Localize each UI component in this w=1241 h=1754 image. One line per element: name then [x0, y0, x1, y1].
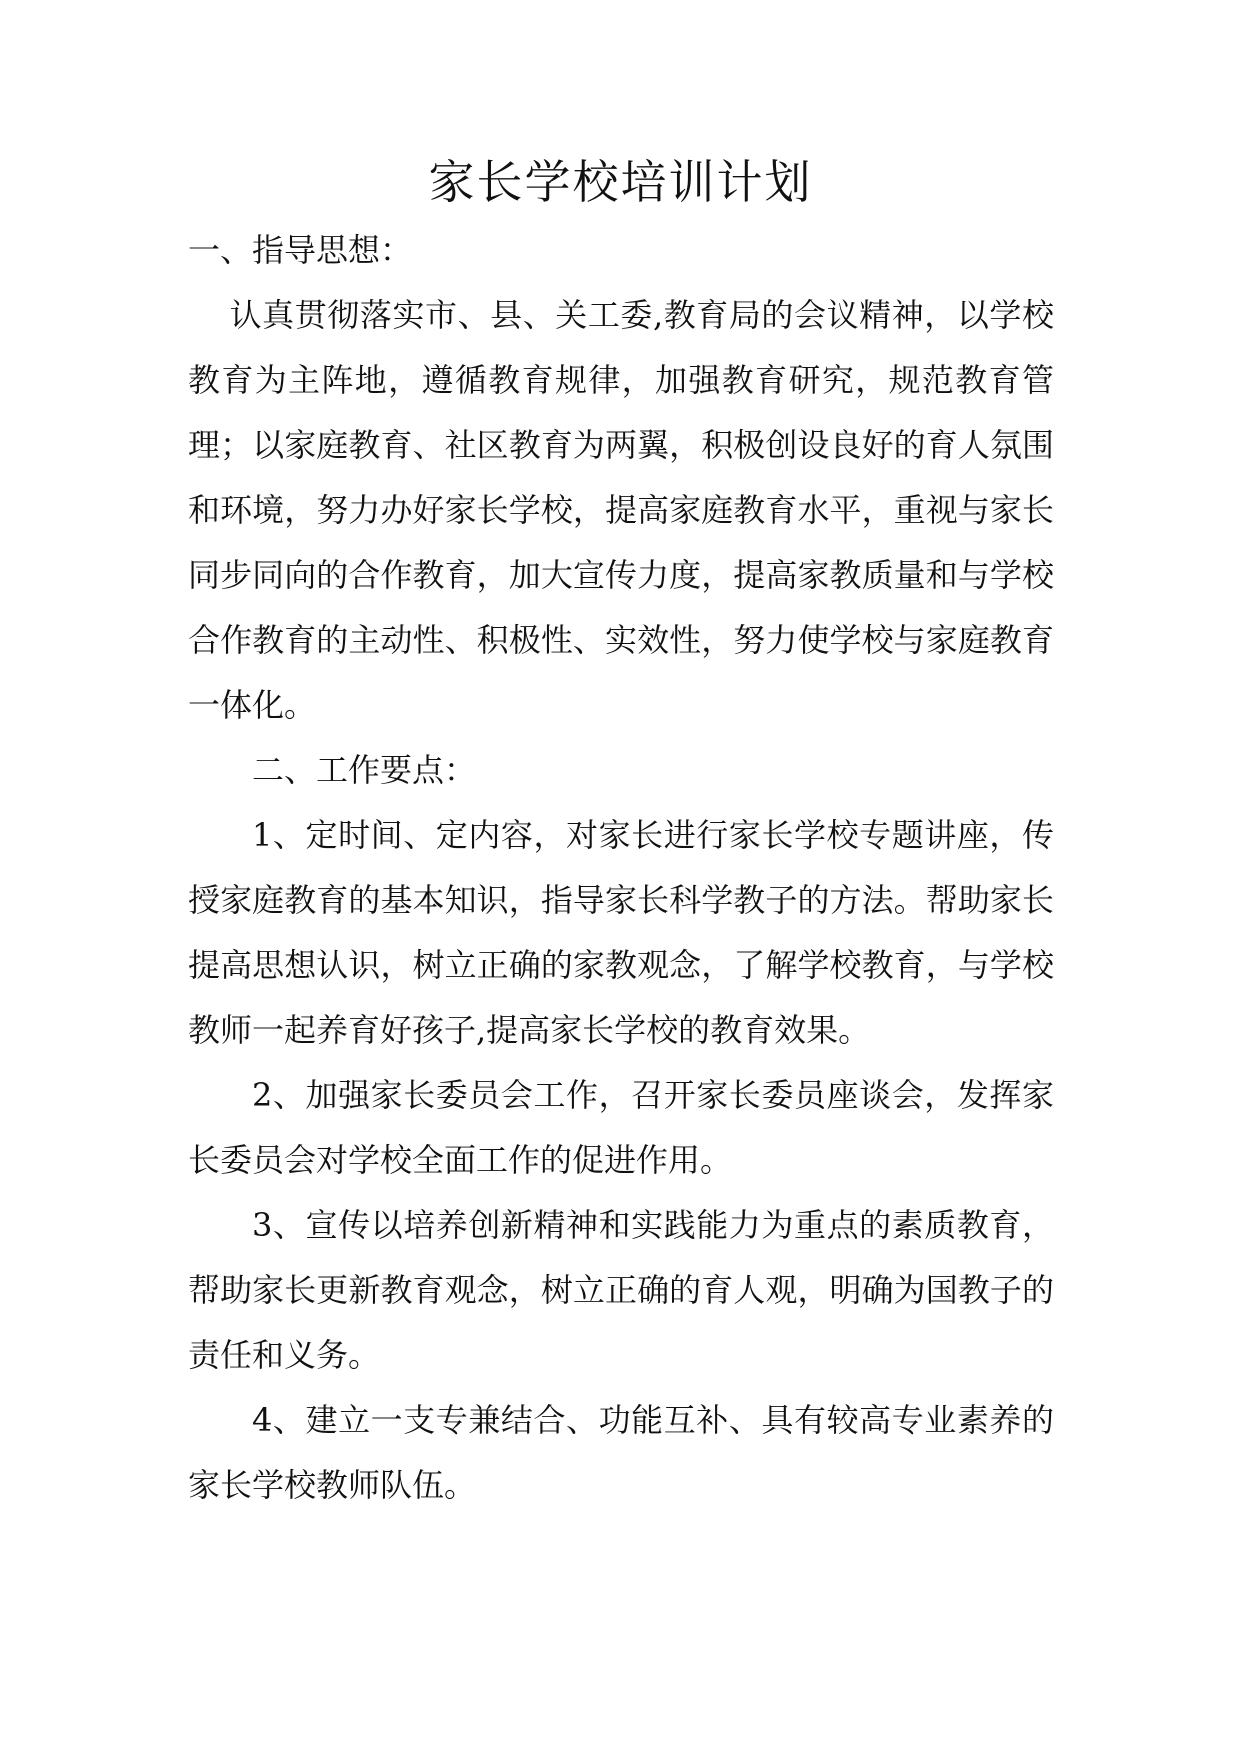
work-point-1: 1、定时间、定内容，对家长进行家长学校专题讲座，传授家庭教育的基本知识，指导家长科学教子的方法。帮助家长提高思想认识，树立正确的家教观念，了解学校教育，与学校教师一起养育好孩子,提高家长学校的教育效果。 — [188, 816, 1054, 1049]
section-heading-guiding-ideology: 一、指导思想： — [188, 231, 413, 269]
document-title: 家长学校培训计划 — [428, 155, 813, 209]
document-body — [188, 218, 1054, 1518]
guiding-ideology-paragraph: 认真贯彻落实市、县、关工委,教育局的会议精神，以学校教育为主阵地，遵循教育规律，加强教育研究，规范教育管理；以家庭教育、社区教育为两翼，积极创设良好的育人氛围和环境，努力办好家长学校，提高家庭教育水平，重视与家长同步同向的合作教育，加大宣传力度，提高家教质量和与学校合作教育的主动性、积极性、实效性，努力使学校与家庭教育一体化。 — [188, 296, 1054, 724]
section-heading-work-points: 二、工作要点： — [252, 751, 477, 789]
work-point-4: 4、建立一支专兼结合、功能互补、具有较高专业素养的家长学校教师队伍。 — [188, 1401, 1054, 1504]
work-point-2: 2、加强家长委员会工作，召开家长委员座谈会，发挥家长委员会对学校全面工作的促进作用。 — [188, 1076, 1054, 1179]
work-point-3: 3、宣传以培养创新精神和实践能力为重点的素质教育，帮助家长更新教育观念，树立正确的育人观，明确为国教子的责任和义务。 — [188, 1206, 1054, 1374]
